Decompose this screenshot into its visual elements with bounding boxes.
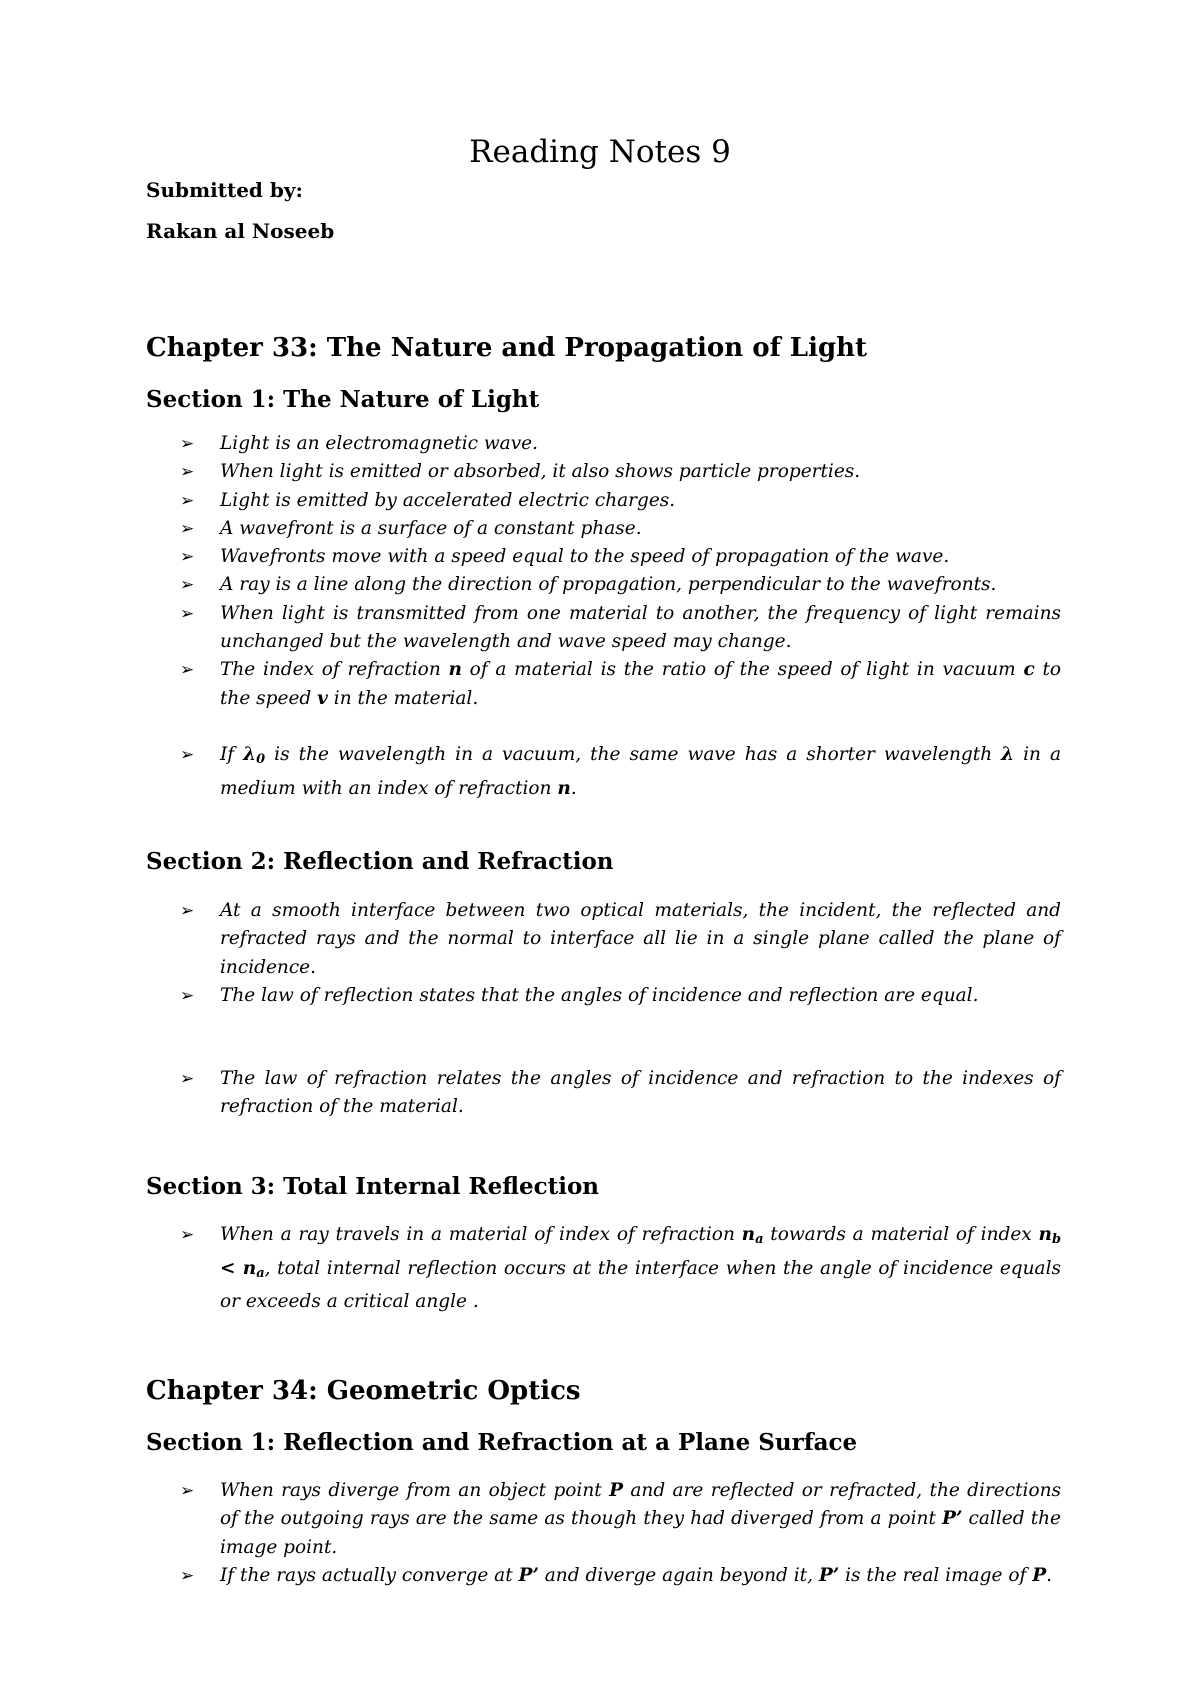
- list-item: ➢ At a smooth interface between two optical materials, the incident, the reflected and refracted rays and the normal to interface all lie in a single plane called the plane of incidence.: [146, 897, 1061, 982]
- list-item: ➢ When light is transmitted from one material to another, the frequency of light remains unchanged but the wavelength and wave speed may change.: [146, 600, 1061, 657]
- list-item: ➢ The law of reflection states that the angles of incidence and reflection are equal.: [146, 982, 1061, 1010]
- ch33-section-2-heading: Section 2: Reflection and Refraction: [146, 848, 614, 875]
- ch33-section-2-bullets: [146, 897, 1061, 1122]
- arrow-bullet-icon: ➢: [180, 985, 195, 1006]
- arrow-bullet-icon: ➢: [180, 518, 195, 539]
- list-item: ➢ The index of refraction n of a material is the ratio of the speed of light in vacuum c to the speed v in the material.: [146, 656, 1061, 713]
- arrow-bullet-icon: ➢: [180, 490, 195, 511]
- arrow-bullet-icon: ➢: [180, 1565, 195, 1586]
- arrow-bullet-icon: ➢: [180, 547, 195, 568]
- list-item: ➢ Light is an electromagnetic wave.: [146, 430, 1061, 458]
- chapter-33-heading: Chapter 33: The Nature and Propagation of Light: [146, 333, 868, 363]
- arrow-bullet-icon: ➢: [180, 901, 195, 921]
- ch34-section-1-bullets: [146, 1477, 1061, 1590]
- ch33-section-1-heading: Section 1: The Nature of Light: [146, 386, 540, 413]
- ch33-section-3-heading: Section 3: Total Internal Reflection: [146, 1173, 600, 1200]
- document-title: Reading Notes 9: [469, 134, 731, 170]
- arrow-bullet-icon: ➢: [180, 1481, 195, 1501]
- arrow-bullet-icon: ➢: [180, 1069, 195, 1090]
- arrow-bullet-icon: ➢: [180, 744, 195, 765]
- arrow-bullet-icon: ➢: [180, 660, 195, 681]
- list-item: ➢ When a ray travels in a material of index of refraction $n_a$ towards a material of index $n_b < n_a$, total internal reflection occurs at the interface when the angle of incidence equals or exceeds a critical angle .: [146, 1221, 1061, 1316]
- list-item: ➢ A wavefront is a surface of a constant phase.: [146, 515, 1061, 543]
- arrow-bullet-icon: ➢: [180, 434, 195, 454]
- arrow-bullet-icon: ➢: [180, 603, 195, 624]
- author-name: Rakan al Noseeb: [146, 219, 335, 243]
- list-item: ➢ When light is emitted or absorbed, it also shows particle properties.: [146, 458, 1061, 486]
- arrow-bullet-icon: ➢: [180, 575, 195, 596]
- list-item: ➢ The law of refraction relates the angles of incidence and refraction to the indexes of refraction of the material.: [146, 1065, 1061, 1122]
- arrow-bullet-icon: ➢: [180, 462, 195, 483]
- list-item: ➢ If $\lambda_0$ is the wavelength in a vacuum, the same wave has a shorter wavelength λ in a medium with an index of refraction n.: [146, 741, 1061, 803]
- submitted-by-label: Submitted by:: [146, 178, 303, 202]
- list-item: ➢ When rays diverge from an object point P and are reflected or refracted, the directions of the outgoing rays are the same as though they had diverged from a point P’ called the image point.: [146, 1477, 1061, 1562]
- ch33-section-3-bullets: [146, 1221, 1061, 1316]
- arrow-bullet-icon: ➢: [180, 1225, 195, 1245]
- list-item: ➢ A ray is a line along the direction of propagation, perpendicular to the wavefronts.: [146, 571, 1061, 599]
- ch34-section-1-heading: Section 1: Reflection and Refraction at a Plane Surface: [146, 1429, 858, 1456]
- chapter-34-heading: Chapter 34: Geometric Optics: [146, 1376, 581, 1406]
- list-item: ➢ Light is emitted by accelerated electric charges.: [146, 487, 1061, 515]
- list-item: ➢ If the rays actually converge at P’ and diverge again beyond it, P’ is the real image of P.: [146, 1562, 1061, 1590]
- ch33-section-1-bullets: [146, 430, 1061, 803]
- list-item: ➢ Wavefronts move with a speed equal to the speed of propagation of the wave.: [146, 543, 1061, 571]
